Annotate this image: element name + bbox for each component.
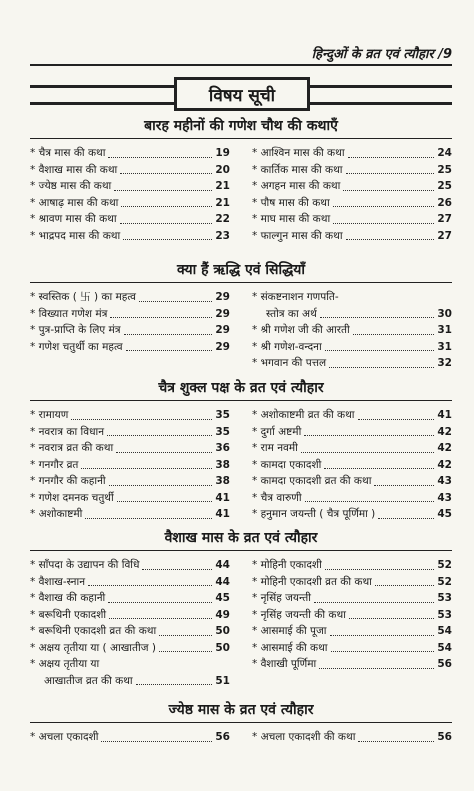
toc-entry (30, 440, 230, 457)
dot-leader (324, 468, 434, 469)
entry-title: * ज्येष्ठ मास की कथा (30, 180, 112, 192)
dot-leader (159, 651, 212, 652)
page-number: 31 (437, 340, 452, 353)
dot-leader (109, 618, 212, 619)
dot-leader (330, 635, 435, 636)
dot-leader (374, 485, 434, 486)
page-number: 29 (215, 307, 230, 320)
entry-title: * बरूथिनी एकादशी (30, 608, 107, 621)
entry-title: * नृसिंह जयन्ती की कथा (252, 608, 346, 621)
entry-title: * वैशाख मास की कथा (30, 163, 118, 176)
toc-entry (30, 656, 230, 673)
toc-entry (252, 656, 452, 673)
entry-title: * चैत्र मास की कथा (30, 147, 106, 159)
right-column (252, 557, 452, 689)
entry-title: * नृसिंह जयन्ती (252, 592, 311, 604)
page-number: 54 (437, 625, 452, 637)
dot-leader (117, 501, 213, 502)
entry-title: * पुत्र-प्राप्ति के लिए मंत्र (30, 324, 121, 336)
page-number: 56 (437, 658, 452, 670)
toc-entry (252, 473, 452, 490)
toc-entry (252, 211, 452, 228)
entry-title: * माघ मास की कथा (252, 213, 331, 225)
page-number: 29 (215, 291, 230, 303)
page-title: विषय सूची (174, 77, 310, 111)
section-title: वैशाख मास के व्रत एवं त्यौहार (164, 530, 318, 546)
entry-title: * अचला एकादशी (30, 731, 99, 743)
dot-leader (116, 452, 212, 453)
entry-title: * स्वस्तिक ( 卐 ) का महत्व (30, 291, 137, 303)
page-number: 26 (437, 196, 452, 209)
entry-title: * वैशाख-स्नान (30, 575, 86, 588)
dot-leader (333, 206, 435, 207)
page-number: 19 (215, 147, 230, 159)
page-number: 44 (215, 559, 230, 571)
page-number: 54 (437, 641, 452, 654)
dot-leader (109, 485, 213, 486)
dot-leader (71, 419, 212, 420)
page-number: 56 (437, 731, 452, 743)
section-rule (30, 550, 452, 551)
toc-entry (30, 673, 230, 690)
section-title: बारह महीनों की गणेश चौथ की कथाएँ (144, 118, 338, 134)
page-number: 51 (215, 674, 230, 687)
toc-entry (252, 574, 452, 591)
toc-entry (252, 195, 452, 212)
toc-entry (252, 228, 452, 245)
toc-entry (30, 590, 230, 607)
entry-title: * कामदा एकादशी (252, 458, 322, 471)
page-number: 45 (437, 508, 452, 520)
dot-leader (120, 223, 213, 224)
dot-leader (331, 651, 435, 652)
page-number: 29 (215, 340, 230, 353)
page-number: 21 (215, 196, 230, 209)
section-chaitra (30, 378, 452, 523)
page-number: 23 (215, 229, 230, 242)
toc-entry (252, 339, 452, 356)
dot-leader (346, 239, 435, 240)
page-number: 50 (215, 625, 230, 637)
dot-leader (358, 741, 434, 742)
dot-leader (353, 334, 435, 335)
dot-leader (319, 668, 434, 669)
toc-entry (252, 607, 452, 624)
section-title: क्या हैं ऋद्धि एवं सिद्धियाँ (176, 262, 306, 278)
toc-entry (30, 457, 230, 474)
dot-leader (107, 435, 212, 436)
toc-entry (252, 506, 452, 523)
right-column (252, 289, 452, 372)
dot-leader (121, 206, 212, 207)
entry-title: * आषाढ़ मास की कथा (30, 196, 119, 209)
toc-entry (252, 729, 452, 746)
toc-entry (30, 306, 230, 323)
entry-title: * मोहिनी एकादशी व्रत की कथा (252, 575, 372, 588)
entry-title: * अचला एकादशी की कथा (252, 731, 356, 743)
dot-leader (123, 239, 212, 240)
page-number: 42 (437, 425, 452, 438)
toc-entry (30, 145, 230, 162)
page-number: 44 (215, 575, 230, 588)
page-number: 24 (437, 147, 452, 159)
right-column (252, 729, 452, 746)
toc-entry (252, 306, 452, 323)
page-number: 38 (215, 458, 230, 471)
toc-entry (252, 289, 452, 306)
toc-entry (30, 195, 230, 212)
section-riddhi-siddhi (30, 260, 452, 372)
toc-entry (252, 178, 452, 195)
entry-title: * वैशाखी पूर्णिमा (252, 658, 317, 670)
entry-title: * गनगौर की कहानी (30, 475, 106, 487)
toc-entry (252, 640, 452, 657)
dot-leader (378, 518, 434, 519)
section-rule (30, 400, 452, 401)
entry-title: * राम नवमी (252, 442, 298, 454)
entry-title: * संकष्टनाशन गणपति- (252, 291, 339, 303)
page-number: 32 (437, 357, 452, 369)
entry-title: * अगहन मास की कथा (252, 180, 341, 192)
entry-title: * आसमाई की कथा (252, 641, 328, 654)
section-rule (30, 722, 452, 723)
page-number: 56 (215, 731, 230, 743)
toc-entry (252, 623, 452, 640)
toc-entry (30, 623, 230, 640)
page-number: 52 (437, 575, 452, 588)
entry-title: * विख्यात गणेश मंत्र (30, 307, 108, 320)
dot-leader (136, 684, 213, 685)
entry-title: * आश्विन मास की कथा (252, 147, 345, 159)
toc-entry (252, 424, 452, 441)
entry-title: * नवरात्र व्रत की कथा (30, 442, 114, 454)
toc-entry (30, 178, 230, 195)
page-number: 49 (215, 608, 230, 621)
page-number: 31 (437, 324, 452, 336)
entry-title: * चैत्र वारुणी (252, 491, 302, 504)
entry-title: * वैशाख की कहानी (30, 592, 106, 604)
dot-leader (108, 157, 212, 158)
toc-entry (30, 506, 230, 523)
page-number: 30 (437, 307, 452, 320)
entry-title: * गणेश चतुर्थी का महत्व (30, 340, 123, 353)
section-jyeshtha (30, 700, 452, 746)
entry-title: * साँपदा के उद्यापन की विधि (30, 559, 140, 571)
entry-title: * रामायण (30, 409, 69, 421)
page-number: 25 (437, 163, 452, 176)
toc-entry (30, 339, 230, 356)
toc-entry (252, 322, 452, 339)
page-number: 41 (437, 409, 452, 421)
dot-leader (305, 501, 435, 502)
dot-leader (375, 585, 434, 586)
page-number: 29 (215, 324, 230, 336)
dot-leader (314, 602, 434, 603)
dot-leader (349, 618, 434, 619)
entry-title: * अक्षय तृतीया या (30, 658, 100, 670)
section-ganesh-chauth (30, 116, 452, 244)
toc-entry (252, 355, 452, 372)
toc-entry (30, 729, 230, 746)
section-vaishakh (30, 528, 452, 689)
dot-leader (110, 317, 212, 318)
toc-entry (30, 407, 230, 424)
entry-title: * मोहिनी एकादशी (252, 559, 322, 571)
entry-title: * हनुमान जयन्ती ( चैत्र पूर्णिमा ) (252, 508, 376, 520)
entry-title: * कामदा एकादशी व्रत की कथा (252, 475, 372, 487)
entry-title: * गणेश दमनक चतुर्थी (30, 491, 114, 504)
dot-leader (142, 569, 212, 570)
page-number: 21 (215, 180, 230, 192)
toc-entry (30, 607, 230, 624)
dot-leader (325, 569, 435, 570)
page-number: 53 (437, 592, 452, 604)
toc-entry (30, 322, 230, 339)
page-number: 27 (437, 229, 452, 242)
dot-leader (304, 435, 434, 436)
entry-title: * गनगौर व्रत (30, 458, 79, 471)
entry-title: * कार्तिक मास की कथा (252, 163, 343, 176)
dot-leader (85, 518, 212, 519)
toc-entry (252, 440, 452, 457)
section-rule (30, 138, 452, 139)
left-column (30, 145, 230, 244)
dot-leader (108, 602, 212, 603)
toc-entry (30, 228, 230, 245)
entry-title: * श्रावण मास की कथा (30, 213, 117, 225)
dot-leader (348, 157, 435, 158)
dot-leader (139, 301, 212, 302)
header-rule (30, 64, 452, 66)
page-number: 45 (215, 592, 230, 604)
page-number: 41 (215, 491, 230, 504)
toc-entry (252, 457, 452, 474)
dot-leader (346, 173, 435, 174)
dot-leader (81, 468, 212, 469)
entry-title: स्तोत्र का अर्थ (266, 307, 317, 320)
toc-entry (30, 211, 230, 228)
page-number: 35 (215, 425, 230, 438)
page-number: 35 (215, 409, 230, 421)
page-number: 43 (437, 475, 452, 487)
toc-entry (252, 162, 452, 179)
entry-title: आखातीज व्रत की कथा (44, 674, 133, 687)
toc-entry (30, 162, 230, 179)
dot-leader (343, 190, 434, 191)
toc-entry (30, 473, 230, 490)
left-column (30, 407, 230, 523)
toc-entry (252, 407, 452, 424)
page-number: 43 (437, 491, 452, 504)
entry-title: * अशोकाष्टमी (30, 508, 83, 520)
entry-title: * भाद्रपद मास की कथा (30, 229, 121, 242)
left-column (30, 289, 230, 372)
page-number: 50 (215, 641, 230, 654)
entry-title: * दुर्गा अष्टमी (252, 425, 302, 438)
entry-title: * अक्षय तृतीया या ( आखातीज ) (30, 641, 156, 654)
toc-entry (30, 557, 230, 574)
dot-leader (120, 173, 212, 174)
dot-leader (159, 635, 212, 636)
toc-entry (252, 557, 452, 574)
toc-entry (252, 490, 452, 507)
page-number: 27 (437, 213, 452, 225)
dot-leader (358, 419, 435, 420)
page-number: 42 (437, 458, 452, 471)
toc-entry (30, 574, 230, 591)
entry-title: * अशोकाष्टमी व्रत की कथा (252, 409, 355, 421)
left-column (30, 557, 230, 689)
entry-title: * नवरात्र का विधान (30, 425, 105, 438)
toc-entry (252, 590, 452, 607)
entry-title: * श्री गणेश-वन्दना (252, 340, 322, 353)
entry-title: * श्री गणेश जी की आरती (252, 324, 350, 336)
entry-title: * आसमाई की पूजा (252, 625, 327, 637)
entry-title: * फाल्गुन मास की कथा (252, 229, 343, 242)
toc-entry (30, 424, 230, 441)
dot-leader (101, 741, 212, 742)
page-number: 52 (437, 559, 452, 571)
dot-leader (329, 367, 434, 368)
title-banner (30, 77, 452, 107)
page-number: 41 (215, 508, 230, 520)
toc-entry (30, 640, 230, 657)
section-rule (30, 282, 452, 283)
entry-title: * भगवान की पत्तल (252, 357, 327, 369)
dot-leader (325, 350, 435, 351)
toc-entry (30, 289, 230, 306)
dot-leader (88, 585, 212, 586)
dot-leader (124, 334, 213, 335)
section-title: चैत्र शुक्ल पक्ष के व्रत एवं त्यौहार (158, 380, 324, 396)
entry-title: * बरूथिनी एकादशी व्रत की कथा (30, 625, 157, 637)
dot-leader (333, 223, 434, 224)
page-number: 22 (215, 213, 230, 225)
section-title: ज्येष्ठ मास के व्रत एवं त्यौहार (168, 702, 314, 718)
dot-leader (301, 452, 434, 453)
dot-leader (320, 317, 435, 318)
page-number: 20 (215, 163, 230, 176)
running-head: हिन्दुओं के व्रत एवं त्यौहार /9 (311, 47, 452, 62)
dot-leader (126, 350, 213, 351)
page-number: 53 (437, 608, 452, 621)
toc-entry (30, 490, 230, 507)
page-number: 42 (437, 442, 452, 454)
entry-title: * पौष मास की कथा (252, 196, 330, 209)
toc-entry (252, 145, 452, 162)
page-number: 38 (215, 475, 230, 487)
page-number: 25 (437, 180, 452, 192)
left-column (30, 729, 230, 746)
right-column (252, 145, 452, 244)
right-column (252, 407, 452, 523)
dot-leader (114, 190, 212, 191)
page-number: 36 (215, 442, 230, 454)
